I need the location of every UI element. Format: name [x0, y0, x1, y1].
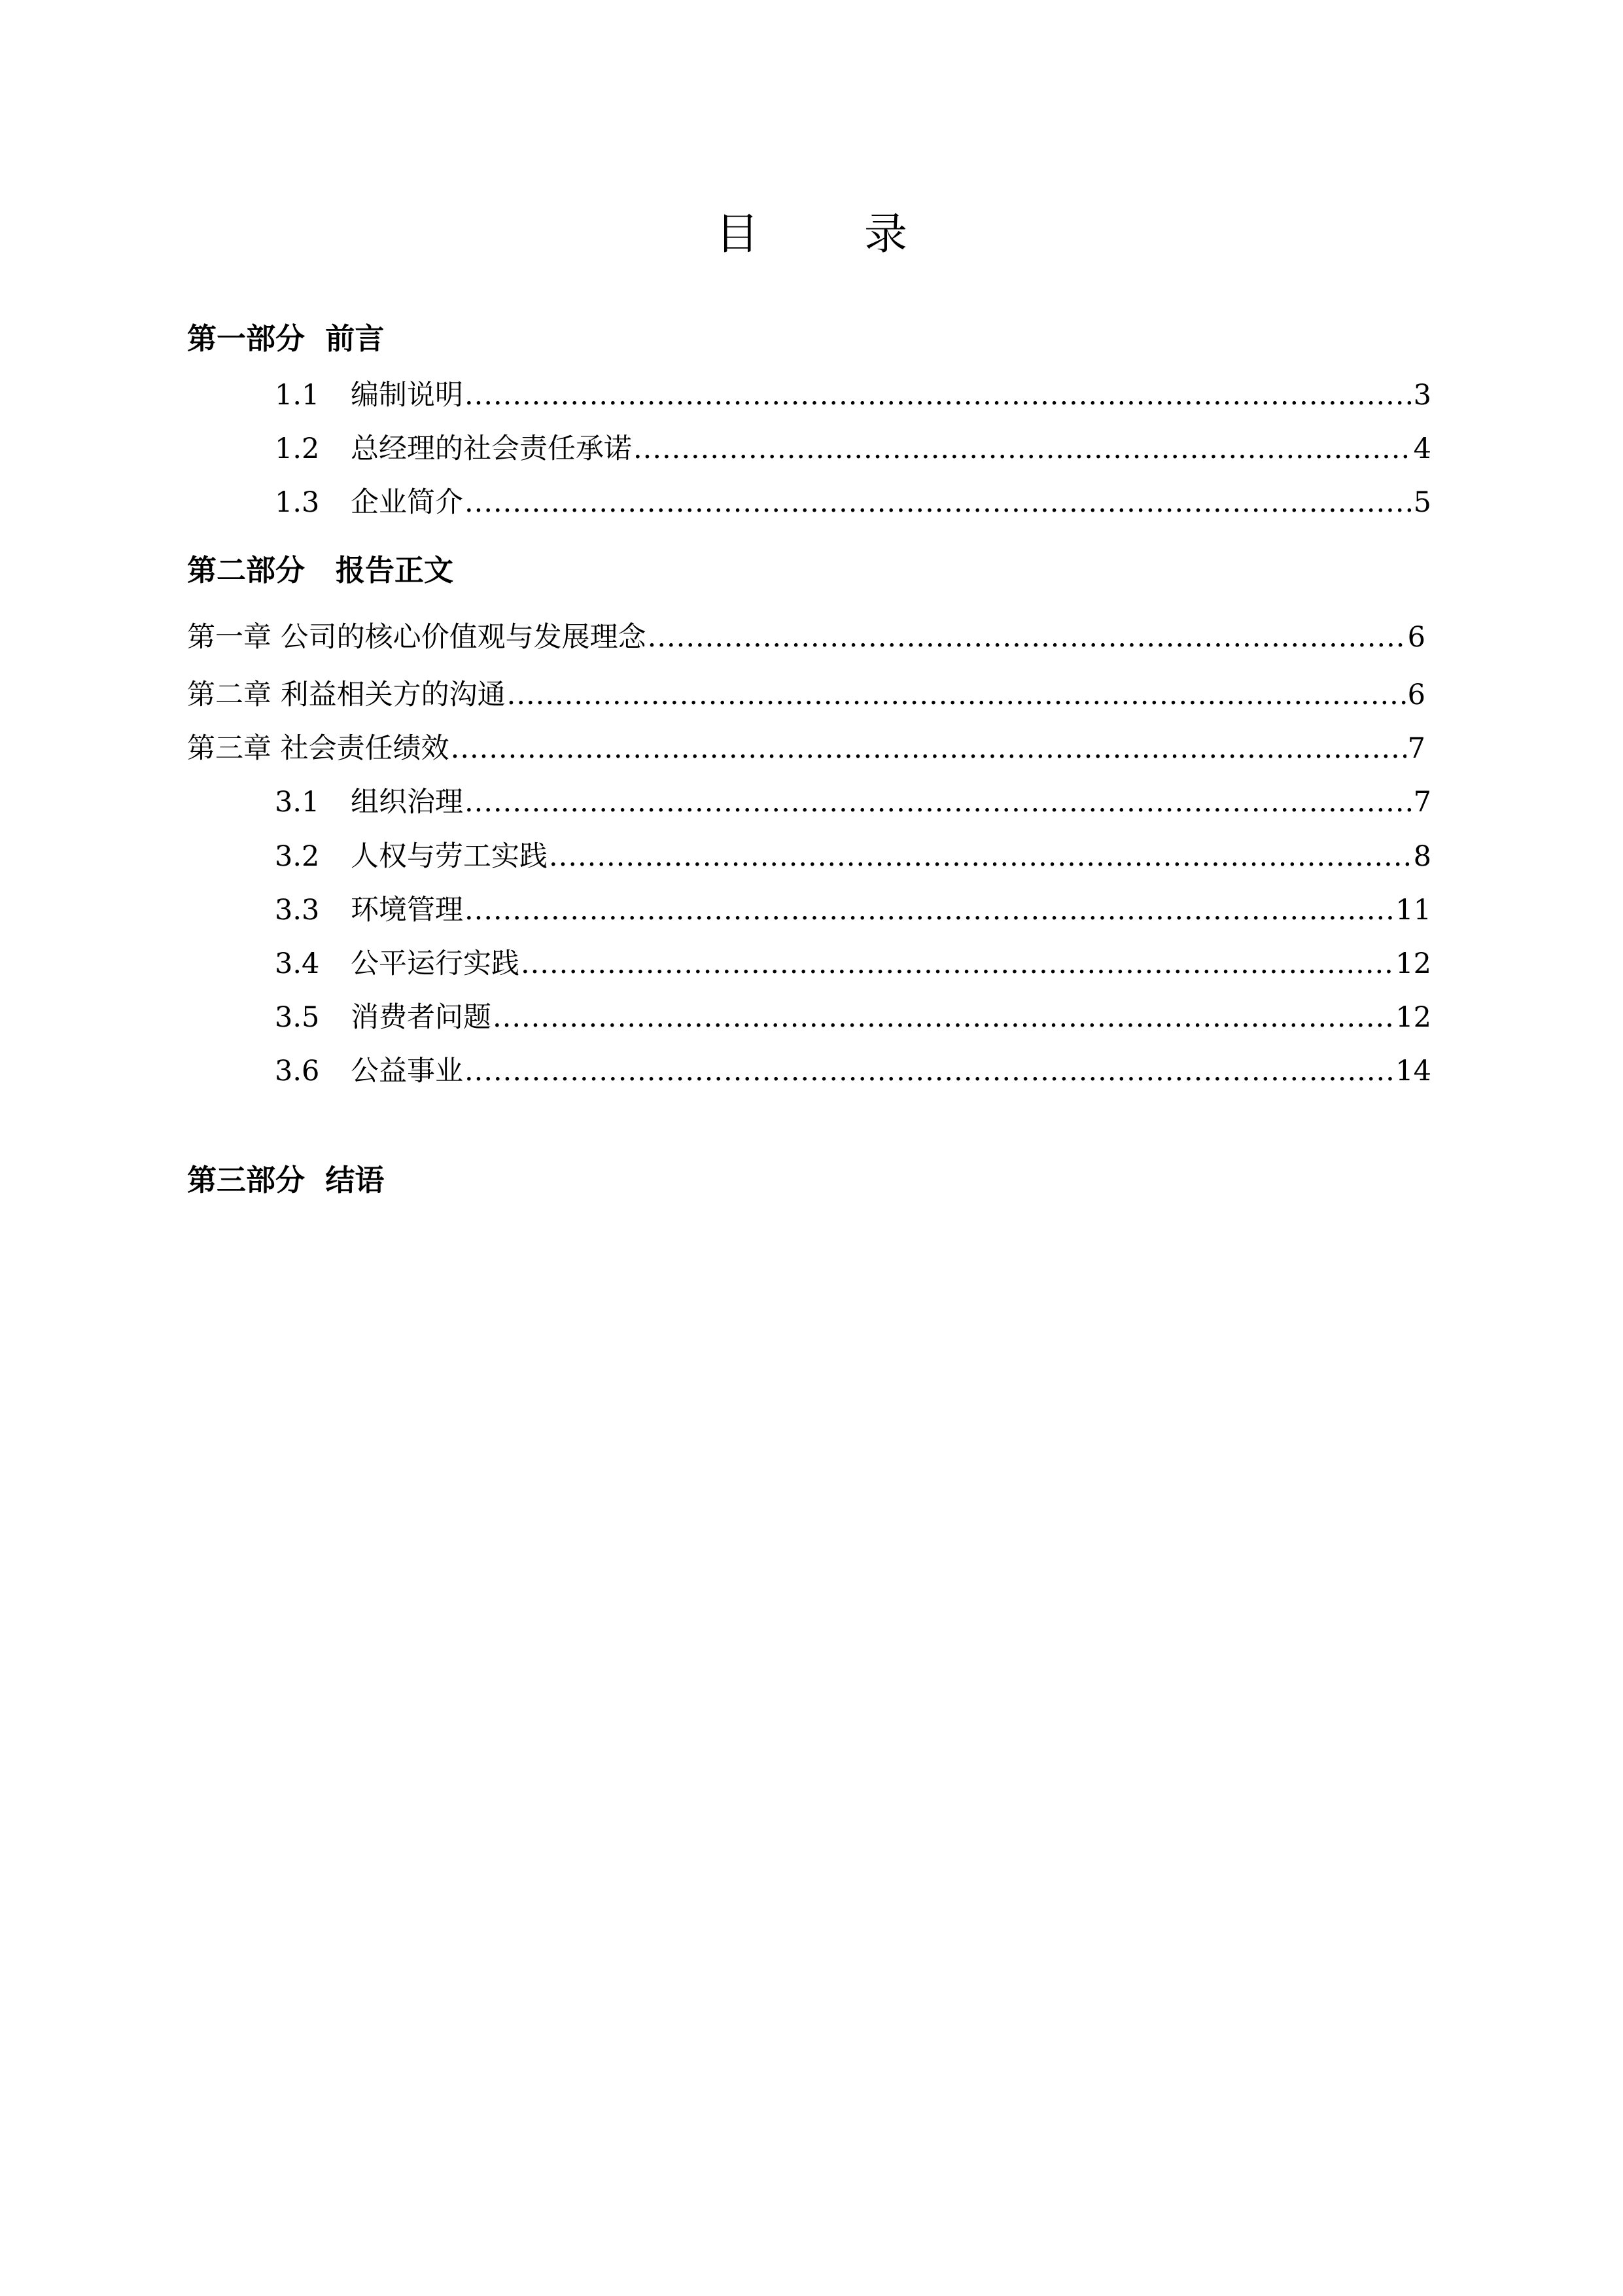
toc-entry-label: 人权与劳工实践 [351, 840, 548, 873]
toc-entry-page: 14 [1395, 1055, 1431, 1087]
toc-entry-page: 5 [1413, 486, 1431, 519]
toc-chapter-entry[interactable] [187, 730, 1425, 767]
toc-entry-page: 11 [1395, 894, 1431, 927]
toc-entry-number: 3.5 [275, 1001, 320, 1034]
toc-entry-page: 12 [1395, 947, 1431, 980]
toc-entry-label: 第三章 社会责任绩效 [187, 732, 449, 765]
toc-entry[interactable] [275, 945, 1431, 982]
toc-entry-number: 3.1 [275, 786, 320, 819]
toc-entry[interactable] [275, 838, 1431, 875]
toc-entry[interactable] [275, 892, 1431, 928]
part-heading-report-body: 第二部分 报告正文 [187, 553, 454, 588]
toc-entry-number: 1.1 [275, 379, 320, 412]
toc-entry-number: 1.2 [275, 433, 320, 465]
toc-dot-leader [493, 999, 1394, 1036]
toc-entry-label: 编制说明 [351, 379, 463, 412]
toc-entry-number: 3.2 [275, 840, 320, 873]
toc-entry-page: 7 [1413, 786, 1431, 819]
toc-entry-label: 企业简介 [351, 486, 463, 519]
toc-dot-leader [464, 484, 1412, 521]
toc-entry-page: 7 [1407, 732, 1425, 765]
toc-dot-leader [648, 619, 1406, 656]
toc-entry-number: 3.3 [275, 894, 320, 927]
toc-chapter-entry[interactable] [187, 677, 1425, 713]
toc-dot-leader [464, 892, 1394, 928]
toc-dot-leader [507, 677, 1406, 713]
toc-dot-leader [549, 838, 1412, 875]
toc-entry-label: 公益事业 [351, 1055, 463, 1087]
toc-dot-leader [464, 1053, 1394, 1089]
toc-entry-page: 6 [1407, 679, 1425, 711]
toc-entry[interactable] [275, 377, 1431, 414]
toc-entry-page: 4 [1413, 433, 1431, 465]
toc-entry-label: 第一章 公司的核心价值观与发展理念 [187, 621, 646, 654]
toc-entry[interactable] [275, 484, 1431, 521]
toc-entry-label: 组织治理 [351, 786, 463, 819]
toc-entry-number: 1.3 [275, 486, 320, 519]
toc-entry[interactable] [275, 784, 1431, 821]
toc-entry-number: 3.6 [275, 1055, 320, 1087]
toc-chapter-entry[interactable] [187, 619, 1425, 656]
toc-entry-label: 总经理的社会责任承诺 [351, 433, 632, 465]
toc-dot-leader [451, 730, 1406, 767]
toc-entry-page: 12 [1395, 1001, 1431, 1034]
toc-dot-leader [521, 945, 1394, 982]
toc-dot-leader [464, 784, 1412, 821]
toc-entry[interactable] [275, 999, 1431, 1036]
toc-entry-label: 消费者问题 [351, 1001, 491, 1034]
page-title: 目 录 [716, 209, 953, 259]
toc-entry-label: 环境管理 [351, 894, 463, 927]
toc-entry-page: 6 [1407, 621, 1425, 654]
toc-entry-number: 3.4 [275, 947, 320, 980]
toc-dot-leader [464, 377, 1412, 414]
toc-entry-page: 8 [1413, 840, 1431, 873]
part-heading-conclusion: 第三部分 结语 [187, 1163, 385, 1197]
toc-entry[interactable] [275, 1053, 1431, 1089]
toc-entry-page: 3 [1413, 379, 1431, 412]
part-heading-preface: 第一部分 前言 [187, 321, 385, 356]
toc-dot-leader [633, 431, 1412, 467]
toc-entry-label: 公平运行实践 [351, 947, 519, 980]
toc-entry[interactable] [275, 431, 1431, 467]
toc-entry-label: 第二章 利益相关方的沟通 [187, 679, 506, 711]
